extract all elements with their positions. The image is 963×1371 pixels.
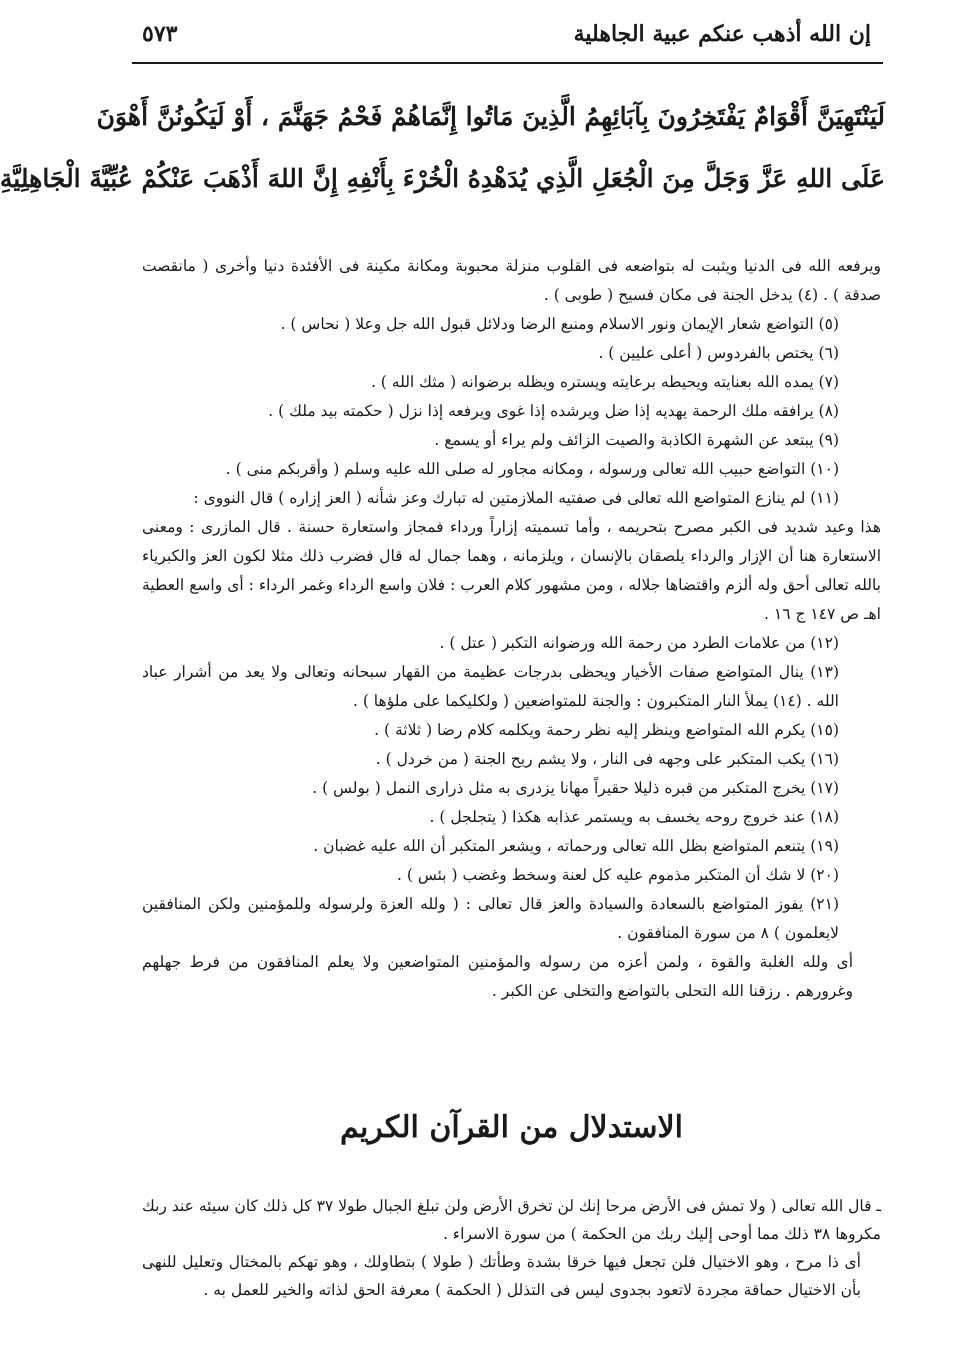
- explanation-paragraph: أى ولله الغلبة والقوة ، ولمن أعزه من رسوله والمؤمنين المتواضعين ولا يعلم المنافقون من فرط جهلهم وغرورهم . رزقنا الله التحلى بالتواضع والتخلى عن الكبر .: [142, 953, 853, 1000]
- header-title: إن الله أذهب عنكم عبية الجاهلية: [573, 21, 871, 47]
- list-item: (١١) لم ينازع المتواضع الله تعالى فى صفتيه الملازمتين له تبارك وعز شأنه ( العز إزاره ) قال النووى :: [193, 489, 839, 507]
- running-header: [142, 12, 871, 56]
- header-rule: [132, 62, 883, 64]
- list-item: (١٠) التواضع حبيب الله تعالى ورسوله ، ومكانه مجاور له صلى الله عليه وسلم ( وأقربكم منى ) .: [225, 460, 839, 478]
- list-item: (٢٠) لا شك أن المتكبر مذموم عليه كل لعنة وسخط وغضب ( بئس ) .: [396, 866, 839, 884]
- section-title: الاستدلال من القرآن الكريم: [339, 1110, 683, 1145]
- list-item: (١٥) يكرم الله المتواضع وينظر إليه نظر رحمة ويكلمه كلام رضا ( ثلاثة ) .: [374, 721, 839, 739]
- quran-verse: ـ قال الله تعالى ( ولا تمش فى الأرض مرحا إنك لن تخرق الأرض ولن تبلغ الجبال طولا ٣٧ كل ذلك كان سيئه عند ربك مكروها ٣٨ ذلك مما أوحى إليك ربك من الحكمة ) من سورة الاسراء .: [142, 1197, 881, 1243]
- list-item: (٩) يبتعد عن الشهرة الكاذبة والصيت الزائف ولم يراء أو يسمع .: [434, 431, 839, 449]
- quran-section: [142, 1192, 881, 1304]
- intro-paragraph: ويرفعه الله فى الدنيا ويثبت له بتواضعه فى القلوب منزلة محبوبة ومكانة مكينة فى الأفئدة دنيا وأخرى ( مانقصت صدقة ) . (٤) يدخل الجنة فى مكان فسيح ( طوبى ) .: [142, 257, 881, 304]
- list-item: (٢١) يفوز المتواضع بالسعادة والسيادة والعز قال تعالى : ( ولله العزة ولرسوله وللمؤمنين ولكن المنافقين لايعلمون ) ٨ من سورة المنافقون .: [142, 895, 839, 942]
- body-text: [142, 252, 881, 1006]
- list-item: (١٨) عند خروج روحه يخسف به ويستمر عذابه هكذا ( يتجلجل ) .: [429, 808, 839, 826]
- list-item: (١٦) يكب المتكبر على وجهه فى النار ، ولا يشم ريح الجنة ( من خردل ) .: [375, 750, 839, 768]
- list-item: (١٩) يتنعم المتواضع بظل الله تعالى ورحماته ، ويشعر المتكبر أن الله عليه غضبان .: [313, 837, 839, 855]
- hadith-line-1: لَيَنْتَهِيَنَّ أَقْوَامٌ يَفْتَخِرُونَ بِآبَائِهِمُ الَّذِينَ مَاتُوا إِنَّمَاهُمْ فَحْمُ جَهَنَّمَ ، أَوْ لَيَكُونُنَّ أَهْوَنَ: [96, 102, 885, 131]
- list-item: (١٣) ينال المتواضع صفات الأخيار ويحظى بدرجات عظيمة من القهار سبحانه وتعالى ولا يعد من أشرار عباد الله . (١٤) يملأ النار المتكبرون : والجنة للمتواضعين ( ولكليكما على ملؤها ) .: [142, 663, 839, 710]
- list-item: (٨) يرافقه ملك الرحمة يهديه إذا ضل ويرشده إذا غوى ويرفعه إذا نزل ( حكمته بيد ملك ) .: [268, 402, 839, 420]
- list-item: (٦) يختص بالفردوس ( أعلى عليين ) .: [598, 344, 839, 362]
- list-item: (١٧) يخرج المتكبر من قبره ذليلا حقيراً مهانا يزدرى به مثل ذرارى النمل ( بولس ) .: [312, 779, 839, 797]
- list-item: (١٢) من علامات الطرد من رحمة الله ورضوانه التكبر ( عتل ) .: [439, 634, 839, 652]
- nawawi-commentary: هذا وعيد شديد فى الكبر مصرح بتحريمه ، وأما تسميته إزاراً ورداء فمجاز واستعارة حسنة . قال المازرى : ومعنى الاستعارة هنا أن الإزار والرداء يلصقان بالإنسان ، ويلزمانه ، وهما جمال له قال فضرب ذلك مثلا لكون العز والكبرياء بالله تعالى أحق وله ألزم واقتضاها جلاله ، ومن مشهور كلام العرب : فلان واسع الرداء وغمر الرداء : أى واسع العطية اهـ ص ١٤٧ ج ١٦ .: [142, 518, 881, 623]
- list-item: (٥) التواضع شعار الإيمان ونور الاسلام ومنبع الرضا ودلائل قبول الله جل وعلا ( نحاس ) .: [280, 315, 839, 333]
- quran-commentary: أى ذا مرح ، وهو الاختيال فلن تجعل فيها خرقا بشدة وطأتك ( طولا ) بتطاولك ، وهو تهكم بالمختال وتعليل للنهى بأن الاختيال حماقة مجردة لاتعود بجدوى ليس فى التذلل ( الحكمة ) معرفة الحق لذاته والخير للعمل به .: [142, 1253, 861, 1299]
- hadith-line-2: عَلَى اللهِ عَزَّ وَجَلَّ مِنَ الْجُعَلِ الَّذِي يُدَهْدِهُ الْخُرْءَ بِأَنْفِهِ إِنَّ اللهَ أَذْهَبَ عَنْكُمْ عُبِّيَّةَ الْجَاهِلِيَّةِ: [0, 164, 885, 193]
- hadith-block: [0, 86, 885, 210]
- list-item: (٧) يمده الله بعنايته ويحيطه برعايته ويستره ويظله برضوانه ( مثك الله ) .: [370, 373, 839, 391]
- page-number: ٥٧٣: [142, 21, 178, 47]
